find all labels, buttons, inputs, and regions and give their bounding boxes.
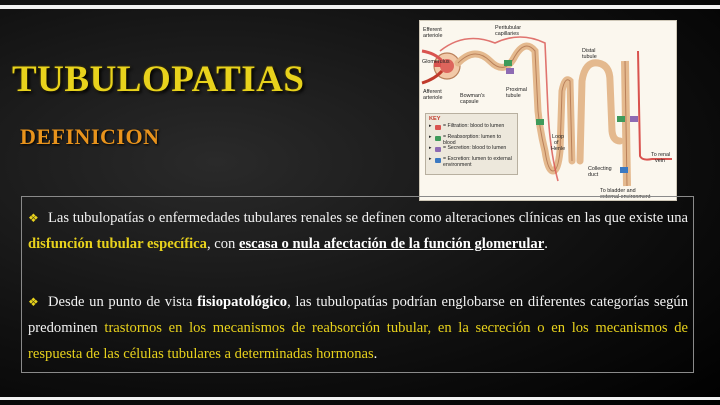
arrow-right-icon: ▸ [429,156,432,162]
diamond-bullet-icon: ❖ [28,211,39,225]
arrow-right-icon: ▸ [429,145,432,151]
bullet-2-highlight: trastornos en los mecanismos de reabsorción tubular, en la secreción o en los mecanismos de respuesta de las células tubulares a determinadas hormonas [28,320,688,362]
reabsorption-marker [504,60,512,66]
label-loop: Loop [552,134,564,140]
key-item-label: = Reabsorption: lumen to blood [443,134,502,146]
filtration-swatch [435,125,441,130]
label-external-environment: external environment [600,194,651,200]
label-glomerulus: Glomerulus [422,59,450,65]
bullet-2-text: Desde un punto de vista [48,294,198,310]
label-arteriole: arteriole [423,95,443,101]
slide-subtitle: DEFINICION [20,124,160,149]
definition-panel [21,196,694,373]
label-afferent: Afferent [423,89,442,95]
label-tubule: tubule [506,93,521,99]
reabsorption-marker [617,116,625,122]
afferent-arteriole-shape [422,71,442,83]
label-capillaries: capillaries [495,31,519,37]
key-item-label: = Filtration: blood to lumen [443,123,505,129]
slide-title: TUBULOPATIAS [12,59,305,100]
excretion-swatch [435,158,441,163]
label-arteriole: arteriole [423,33,443,39]
label-capsule: capsule [460,99,479,105]
label-to-bladder: To bladder and [600,188,636,194]
reabsorption-marker [536,119,544,125]
reabsorption-swatch [435,136,441,141]
secretion-swatch [435,147,441,152]
bullet-1-underlined: escasa o nula afectación de la función glomerular [238,236,545,252]
diamond-bullet-icon: ❖ [28,295,39,309]
bottom-rule [0,397,720,400]
bullet-paragraph-2 [28,289,688,367]
label-efferent: Efferent [423,27,442,33]
arrow-right-icon: ▸ [429,123,432,129]
label-of: of [554,140,559,146]
label-bowmans: Bowman's [460,93,485,99]
nephron-diagram [419,20,677,201]
bullet-1-text: . [544,236,548,252]
diagram-key [425,113,518,175]
key-item-label: = Secretion: blood to lumen [443,145,507,151]
key-title: KEY [429,116,441,122]
bullet-2-text: , las tubulopatías podrían englobarse en diferentes categorías según predominen [28,294,689,336]
label-duct: duct [588,172,599,178]
top-rule [0,5,720,9]
distal-tubule-shape [580,63,620,161]
bullet-2-bold: fisiopatológico [197,294,288,310]
arrow-right-icon: ▸ [429,134,432,140]
label-to-renal: To renal [651,152,671,158]
label-proximal: Proximal [506,87,527,93]
excretion-marker [620,167,628,173]
label-distal: Distal [582,48,596,54]
bullet-2-text: . [373,346,378,362]
label-vein: vein [655,158,665,164]
label-peritubular: Peritubular [495,25,522,31]
secretion-marker [506,68,514,74]
bullet-1-text: , con [206,236,239,252]
renal-vein-shape [638,51,672,160]
bullet-paragraph-1 [28,205,688,257]
label-collecting: Collecting [588,166,612,172]
bullet-1-text: Las tubulopatías o enfermedades tubulares renales se definen como alteraciones clínicas en las que existe una [48,210,688,226]
key-item-label: = Excretion: lumen to external environment [443,156,512,168]
label-henle: Henle [551,146,566,152]
secretion-marker [630,116,638,122]
key-item-excretion [429,157,514,168]
bullet-1-highlight: disfunción tubular específica [28,236,207,252]
label-tubule: tubule [582,54,597,60]
